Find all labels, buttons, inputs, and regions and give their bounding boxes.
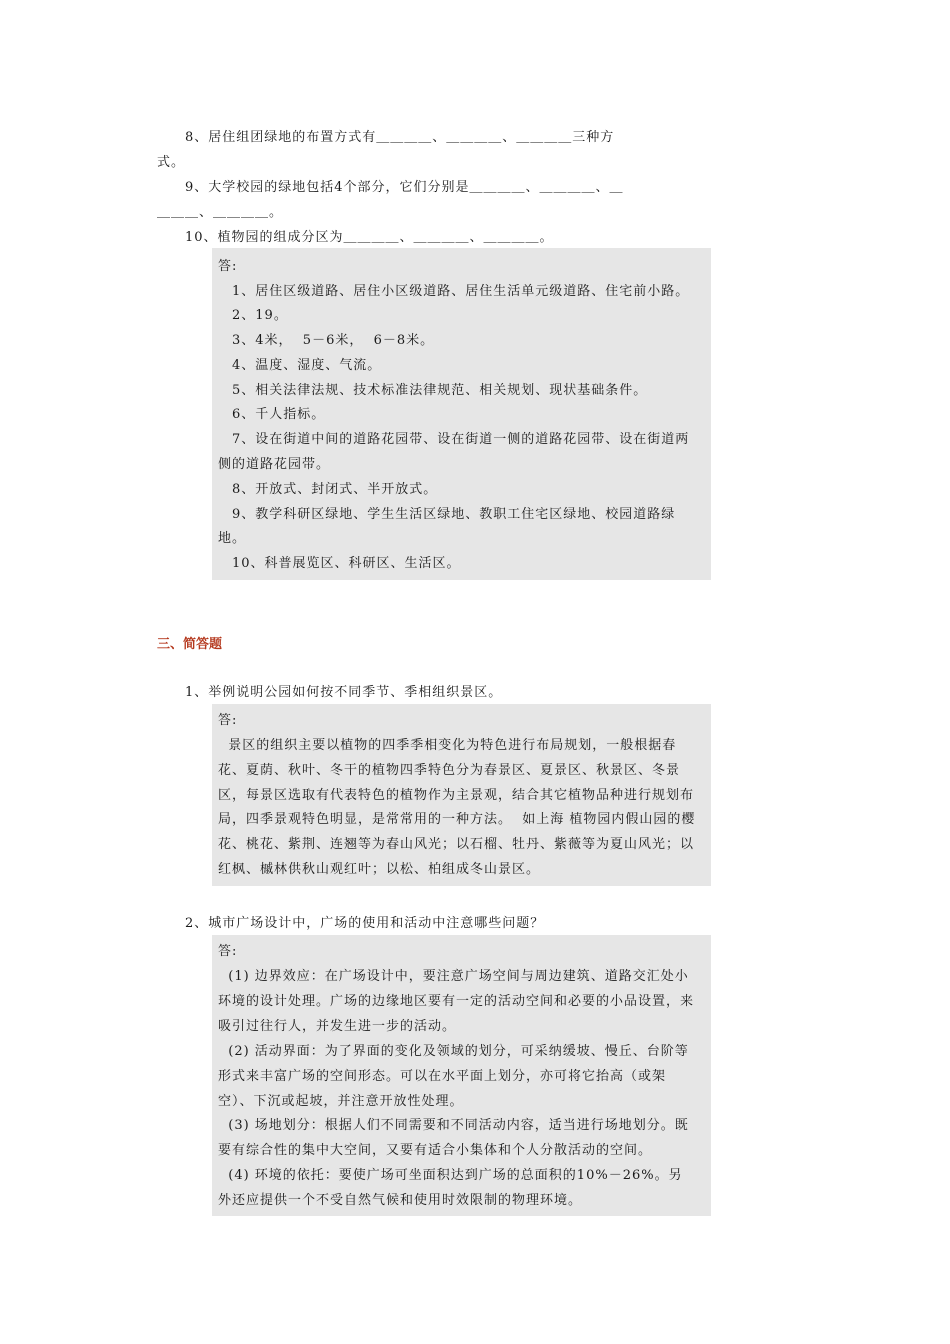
answer-box-2-line: 吸引过往行人，并发生进一步的活动。: [218, 1019, 457, 1034]
answer-7-line-1: 7、设在街道中间的道路花园带、设在街道一侧的道路花园带、设在街道两: [232, 432, 690, 447]
answer-box-2-line: 环境的设计处理。广场的边缘地区要有一定的活动空间和必要的小品设置，来: [218, 994, 695, 1009]
section-heading: 三、简答题: [157, 637, 223, 652]
answer-box-2-line: 空）、下沉或起坡，并注意开放性处理。: [218, 1094, 464, 1109]
answers-label: 答:: [218, 259, 238, 274]
question-10: 10、植物园的组成分区为＿＿＿＿、＿＿＿＿、＿＿＿＿。: [185, 230, 554, 245]
answer-5: 5、相关法律法规、技术标准法律规范、相关规划、现状基础条件。: [232, 383, 648, 398]
answer-2: 2、19。: [232, 308, 288, 323]
answer-box-2-line: 外还应提供一个不受自然气候和使用时效限制的物理环境。: [218, 1193, 583, 1208]
answer-box-2-line: (3) 场地划分：根据人们不同需要和不同活动内容，适当进行场地划分。既: [218, 1118, 689, 1133]
answer-box-1-line: 景区的组织主要以植物的四季季相变化为特色进行布局规划，一般根据春: [218, 738, 677, 753]
answer-box-1-label: 答:: [218, 713, 238, 728]
answer-box-2-line: (1) 边界效应：在广场设计中，要注意广场空间与周边建筑、道路交汇处小: [218, 969, 689, 984]
answer-7-line-2: 侧的道路花园带。: [218, 457, 331, 472]
answer-box-1-line: 红枫、槭林供秋山观红叶；以松、柏组成冬山景区。: [218, 862, 541, 877]
answer-3: 3、4米， 5－6米， 6－8米。: [232, 333, 435, 348]
answer-6: 6、千人指标。: [232, 407, 326, 422]
answer-box-1-line: 区，每景区选取有代表特色的植物作为主景观，结合其它植物品种进行规划布: [218, 788, 695, 803]
answer-box-2-line: (4) 环境的依托：要使广场可坐面积达到广场的总面积的10%－26%。另: [218, 1168, 683, 1183]
question-8-line-1: 8、居住组团绿地的布置方式有＿＿＿＿、＿＿＿＿、＿＿＿＿三种方: [185, 130, 615, 145]
answer-box-2-line: 形式来丰富广场的空间形态。可以在水平面上划分，亦可将它抬高（或架: [218, 1069, 667, 1084]
answer-1: 1、居住区级道路、居住小区级道路、居住生活单元级道路、住宅前小路。: [232, 284, 690, 299]
short-question-1: 1、举例说明公园如何按不同季节、季相组织景区。: [185, 685, 503, 700]
answer-box-1-line: 局，四季景观特色明显，是常常用的一种方法。 如上海 植物园内假山园的樱: [218, 812, 696, 827]
answer-4: 4、温度、湿度、气流。: [232, 358, 382, 373]
question-8-line-2: 式。: [157, 155, 186, 170]
answer-9-line-1: 9、教学科研区绿地、学生生活区绿地、教职工住宅区绿地、校园道路绿: [232, 507, 676, 522]
answer-10: 10、科普展览区、科研区、生活区。: [232, 556, 461, 571]
answer-8: 8、开放式、封闭式、半开放式。: [232, 482, 438, 497]
answer-box-1-line: 花、夏荫、秋叶、冬干的植物四季特色分为春景区、夏景区、秋景区、冬景: [218, 763, 681, 778]
short-question-2: 2、城市广场设计中，广场的使用和活动中注意哪些问题？: [185, 916, 545, 931]
question-9-line-2: ＿＿＿、＿＿＿＿。: [157, 205, 284, 220]
answer-9-line-2: 地。: [218, 531, 247, 546]
answer-box-2-line: (2) 活动界面：为了界面的变化及领域的划分，可采纳缓坡、慢丘、台阶等: [218, 1044, 689, 1059]
answer-box-2-line: 要有综合性的集中大空间，又要有适合小集体和个人分散活动的空间。: [218, 1143, 653, 1158]
question-9-line-1: 9、大学校园的绿地包括4个部分，它们分别是＿＿＿＿、＿＿＿＿、＿: [185, 180, 624, 195]
answer-box-2-label: 答:: [218, 944, 238, 959]
answer-box-1-line: 花、桃花、紫荆、连翘等为春山风光；以石榴、牡丹、紫薇等为夏山风光；以: [218, 837, 695, 852]
